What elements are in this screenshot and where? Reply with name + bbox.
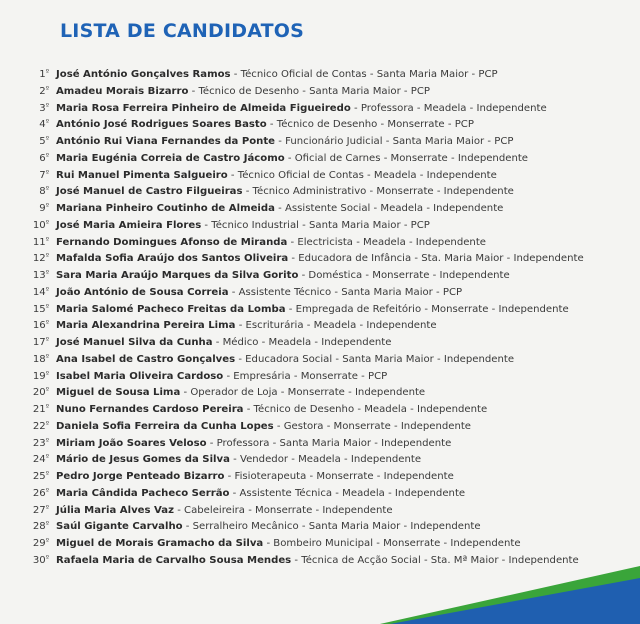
candidate-details: - Assistente Técnica - Meadela - Independente: [229, 487, 466, 499]
list-item: [22, 349, 622, 366]
list-item: [22, 114, 622, 131]
candidate-number-value: 10: [32, 219, 46, 231]
candidate-number-value: 8: [39, 186, 46, 198]
candidate-name: Daniela Sofia Ferreira da Cunha Lopes: [56, 420, 274, 432]
candidate-details: - Técnico de Desenho - Monserrate - PCP: [266, 119, 474, 131]
list-item: [22, 265, 622, 282]
candidate-name: Miguel de Morais Gramacho da Silva: [56, 538, 264, 549]
page-title: LISTA DE CANDIDATOS: [60, 20, 305, 42]
candidate-number-value: 3: [39, 102, 46, 114]
candidate-details: - Professora - Meadela - Independente: [350, 102, 547, 114]
ordinal-indicator: º: [45, 118, 49, 127]
ordinal-indicator: º: [45, 168, 49, 177]
ordinal-indicator: º: [45, 135, 49, 143]
ordinal-indicator: º: [45, 453, 49, 462]
candidate-number-value: 27: [32, 504, 46, 516]
blue-corner-stripe: [390, 578, 640, 624]
candidate-number-value: 21: [32, 404, 46, 415]
ordinal-indicator: º: [45, 553, 49, 562]
candidate-name: Ana Isabel de Castro Gonçalves: [56, 353, 236, 365]
list-item: [22, 433, 622, 450]
candidate-details: - Fisioterapeuta - Monserrate - Independente: [224, 471, 454, 482]
candidate-number-value: 1: [39, 69, 46, 80]
ordinal-indicator: º: [45, 520, 49, 529]
candidate-details: - Electricista - Meadela - Independente: [287, 236, 486, 248]
candidate-details: - Serralheiro Mecânico - Santa Maria Maior - Independente: [182, 521, 481, 533]
candidate-name: Maria Alexandrina Pereira Lima: [56, 320, 236, 332]
candidate-number-value: 15: [32, 303, 46, 315]
candidate-name: Rafaela Maria de Carvalho Sousa Mendes: [56, 554, 292, 566]
candidate-details: - Operador de Loja - Monserrate - Independente: [180, 387, 426, 399]
candidate-name: José Manuel Silva da Cunha: [56, 337, 213, 348]
ordinal-indicator: º: [45, 319, 49, 328]
candidate-name: Mafalda Sofia Araújo dos Santos Oliveira: [56, 253, 289, 265]
candidate-name: Maria Salomé Pacheco Freitas da Lomba: [56, 303, 286, 315]
candidate-details: - Cabeleireira - Monserrate - Independente: [173, 504, 393, 516]
candidate-details: - Professora - Santa Maria Maior - Independente: [206, 437, 452, 449]
candidate-details: - Técnico de Desenho - Santa Maria Maior - PCP: [188, 85, 431, 97]
candidate-list: [22, 64, 622, 567]
ordinal-indicator: º: [45, 419, 49, 428]
candidate-name: José António Gonçalves Ramos: [56, 69, 231, 80]
ordinal-indicator: º: [45, 386, 49, 395]
ordinal-indicator: º: [45, 218, 49, 227]
candidate-name: Fernando Domingues Afonso de Miranda: [56, 236, 288, 248]
list-item: [22, 366, 622, 383]
candidate-details: - Assistente Social - Meadela - Independente: [274, 203, 504, 214]
candidate-details: - Vendedor - Meadela - Independente: [229, 454, 422, 466]
candidate-name: Miriam João Soares Veloso: [56, 437, 207, 449]
candidate-details: - Bombeiro Municipal - Monserrate - Independente: [263, 538, 521, 549]
ordinal-indicator: º: [45, 336, 49, 344]
candidate-name: João António de Sousa Correia: [56, 286, 229, 298]
candidate-number-value: 26: [32, 487, 46, 499]
ordinal-indicator: º: [45, 84, 49, 93]
candidate-number-value: 12: [32, 253, 46, 265]
candidate-name: José Maria Amieira Flores: [56, 219, 202, 231]
list-item: [22, 449, 622, 466]
list-item: [22, 466, 622, 483]
ordinal-indicator: º: [45, 185, 49, 194]
candidate-name: Nuno Fernandes Cardoso Pereira: [56, 404, 244, 415]
ordinal-indicator: º: [45, 470, 49, 478]
list-item: [22, 215, 622, 232]
candidate-name: Saúl Gigante Carvalho: [56, 521, 183, 533]
candidate-name: Rui Manuel Pimenta Salgueiro: [56, 169, 228, 181]
candidate-name: Sara Maria Araújo Marques da Silva Gorito: [56, 270, 299, 281]
candidate-details: - Empresária - Monserrate - PCP: [223, 370, 388, 382]
candidate-name: Isabel Maria Oliveira Cardoso: [56, 370, 224, 382]
list-item: [22, 332, 622, 349]
list-item: [22, 399, 622, 416]
ordinal-indicator: º: [45, 352, 49, 361]
list-item: [22, 533, 622, 550]
list-item: [22, 64, 622, 81]
list-item: [22, 165, 622, 182]
ordinal-indicator: º: [45, 202, 49, 210]
candidate-number-value: 14: [32, 286, 46, 298]
candidate-details: - Oficial de Carnes - Monserrate - Independente: [284, 152, 529, 164]
candidate-name: Maria Eugénia Correia de Castro Jácomo: [56, 152, 285, 164]
candidate-details: - Funcionário Judicial - Santa Maria Maior - PCP: [275, 136, 514, 147]
candidate-details: - Técnico Oficial de Contas - Meadela - Independente: [227, 169, 497, 181]
candidate-details: - Educadora Social - Santa Maria Maior - Independente: [235, 353, 515, 365]
list-item: [22, 483, 622, 500]
ordinal-indicator: º: [45, 503, 49, 512]
ordinal-indicator: º: [45, 537, 49, 545]
candidate-name: António Rui Viana Fernandes da Ponte: [56, 136, 276, 147]
candidate-number-value: 25: [32, 471, 46, 482]
list-item: [22, 181, 622, 198]
ordinal-indicator: º: [45, 369, 49, 378]
candidate-number-value: 23: [32, 437, 46, 449]
candidate-number-value: 28: [32, 521, 46, 533]
ordinal-indicator: º: [45, 269, 49, 277]
list-item: [22, 315, 622, 332]
candidate-details: - Médico - Meadela - Independente: [212, 337, 392, 348]
candidate-number: [22, 550, 56, 570]
candidate-name: Amadeu Morais Bizarro: [56, 85, 189, 97]
candidate-details: - Assistente Técnico - Santa Maria Maior - PCP: [228, 286, 463, 298]
candidate-number-value: 30: [32, 554, 46, 566]
candidate-name: Pedro Jorge Penteado Bizarro: [56, 471, 225, 482]
candidate-number-value: 18: [32, 353, 46, 365]
list-item: [22, 81, 622, 98]
list-item: [22, 248, 622, 265]
candidate-name: Mário de Jesus Gomes da Silva: [56, 454, 230, 466]
ordinal-indicator: º: [45, 235, 49, 244]
ordinal-indicator: º: [45, 436, 49, 445]
ordinal-indicator: º: [45, 68, 49, 76]
candidate-number-value: 24: [32, 454, 46, 466]
list-item: [22, 131, 622, 148]
candidate-number-value: 20: [32, 387, 46, 399]
list-item: [22, 416, 622, 433]
list-item: [22, 550, 622, 567]
candidate-number-value: 17: [32, 337, 46, 348]
candidate-number-value: 22: [32, 420, 46, 432]
list-item: [22, 500, 622, 517]
candidate-number-value: 16: [32, 320, 46, 332]
candidate-details: - Escriturária - Meadela - Independente: [235, 320, 437, 332]
candidate-name: Mariana Pinheiro Coutinho de Almeida: [56, 203, 275, 214]
candidate-details: - Técnico Industrial - Santa Maria Maior - PCP: [201, 219, 430, 231]
candidate-number-value: 11: [32, 236, 46, 248]
candidate-number-value: 5: [39, 136, 46, 147]
candidate-name: Miguel de Sousa Lima: [56, 387, 181, 399]
candidate-number-value: 9: [39, 203, 46, 214]
candidate-details: - Empregada de Refeitório - Monserrate - Independente: [285, 303, 569, 315]
candidate-name: José Manuel de Castro Filgueiras: [56, 186, 243, 198]
candidate-name: António José Rodrigues Soares Basto: [56, 119, 267, 131]
list-item: [22, 282, 622, 299]
list-item: [22, 198, 622, 215]
ordinal-indicator: º: [45, 151, 49, 160]
candidate-details: - Doméstica - Monserrate - Independente: [298, 270, 510, 281]
candidate-name: Maria Rosa Ferreira Pinheiro de Almeida Figueiredo: [56, 102, 351, 114]
ordinal-indicator: º: [45, 486, 49, 495]
candidate-number-value: 2: [39, 85, 46, 97]
candidate-name: Maria Cândida Pacheco Serrão: [56, 487, 230, 499]
candidate-number-value: 4: [39, 119, 46, 131]
ordinal-indicator: º: [45, 403, 49, 411]
ordinal-indicator: º: [45, 285, 49, 294]
list-item: [22, 98, 622, 115]
ordinal-indicator: º: [45, 252, 49, 261]
candidate-number-value: 13: [32, 270, 46, 281]
candidate-number-value: 19: [32, 370, 46, 382]
candidate-number-value: 7: [39, 169, 46, 181]
ordinal-indicator: º: [45, 101, 49, 110]
candidate-details: - Gestora - Monserrate - Independente: [273, 420, 472, 432]
candidate-name: Júlia Maria Alves Vaz: [56, 504, 174, 516]
candidate-number-value: 29: [32, 538, 46, 549]
candidate-details: - Técnica de Acção Social - Sta. Mª Maior - Independente: [291, 554, 579, 566]
candidate-number-value: 6: [39, 152, 46, 164]
list-item: [22, 299, 622, 316]
candidate-details: - Técnico Oficial de Contas - Santa Maria Maior - PCP: [230, 69, 498, 80]
candidate-details: - Técnico Administrativo - Monserrate - Independente: [242, 186, 514, 198]
candidate-details: - Educadora de Infância - Sta. Maria Maior - Independente: [288, 253, 584, 265]
list-item: [22, 382, 622, 399]
ordinal-indicator: º: [45, 302, 49, 311]
candidate-details: - Técnico de Desenho - Meadela - Independente: [243, 404, 488, 415]
list-item: [22, 516, 622, 533]
list-item: [22, 148, 622, 165]
list-item: [22, 232, 622, 249]
